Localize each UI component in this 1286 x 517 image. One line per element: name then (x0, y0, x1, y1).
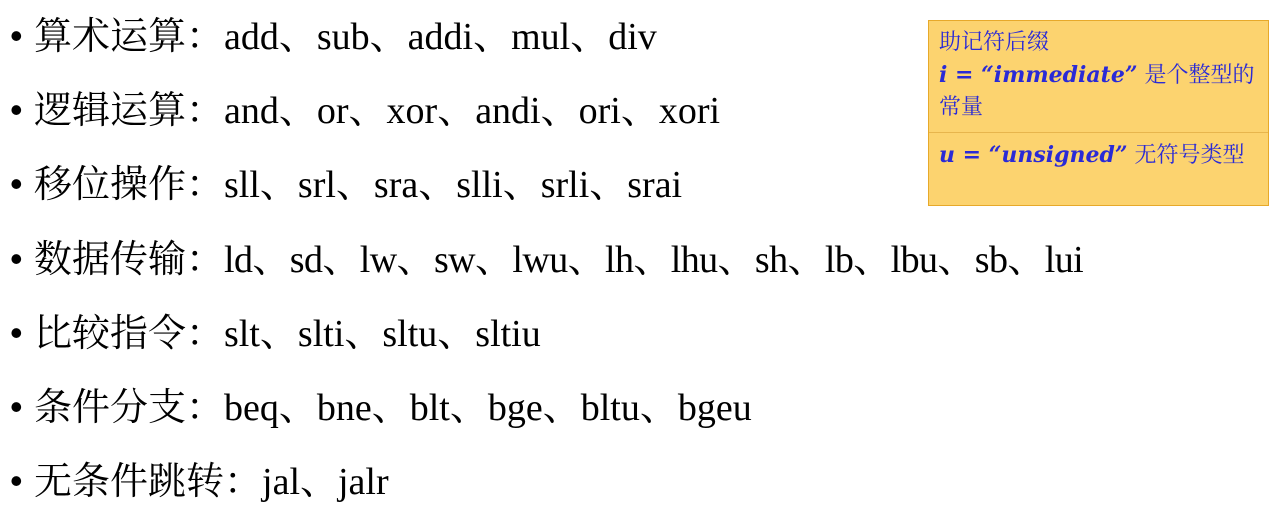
instruction-row-data-transfer (10, 229, 1083, 289)
instruction-list: slt、slti、sltu、sltiu (224, 313, 541, 355)
instruction-list: jal、jalr (262, 461, 389, 503)
instruction-list: beq、bne、blt、bge、bltu、bgeu (224, 387, 752, 429)
note-section-unsigned (929, 133, 1268, 178)
note-immediate-line (939, 59, 1258, 124)
category-label: 算术运算： (34, 14, 225, 58)
instruction-list: sll、srl、sra、slli、srli、srai (224, 164, 683, 206)
bullet-icon: • (10, 163, 23, 204)
suffix-note-box (928, 20, 1269, 206)
instruction-row-shift (10, 154, 682, 214)
bullet-icon: • (10, 460, 23, 501)
bullet-icon: • (10, 89, 23, 130)
instruction-list: and、or、xor、andi、ori、xori (224, 90, 721, 132)
note-title: 助记符后缀 (939, 30, 1050, 55)
category-label: 条件分支： (34, 385, 225, 429)
bullet-icon: • (10, 15, 23, 56)
instruction-list: add、sub、addi、mul、div (224, 16, 657, 58)
note-section-immediate (929, 21, 1268, 133)
instruction-row-arithmetic (10, 6, 657, 66)
instruction-row-branch (10, 377, 752, 437)
note-u-key: u = “unsigned” (939, 142, 1128, 168)
bullet-icon: • (10, 238, 23, 279)
instruction-row-jump (10, 451, 389, 511)
bullet-icon: • (10, 386, 23, 427)
note-i-key: i = “immediate” (939, 62, 1138, 88)
instruction-list: ld、sd、lw、sw、lwu、lh、lhu、sh、lb、lbu、sb、lui (224, 239, 1084, 281)
category-label: 数据传输： (34, 237, 225, 281)
category-label: 移位操作： (34, 162, 225, 206)
category-label: 逻辑运算： (34, 88, 225, 132)
instruction-row-compare (10, 303, 541, 363)
bullet-icon: • (10, 312, 23, 353)
category-label: 无条件跳转： (34, 459, 263, 503)
category-label: 比较指令： (34, 311, 225, 355)
instruction-row-logic (10, 80, 720, 140)
note-i-desc: 是个整型的常量 (939, 63, 1255, 120)
note-u-desc: 无符号类型 (1134, 143, 1245, 168)
